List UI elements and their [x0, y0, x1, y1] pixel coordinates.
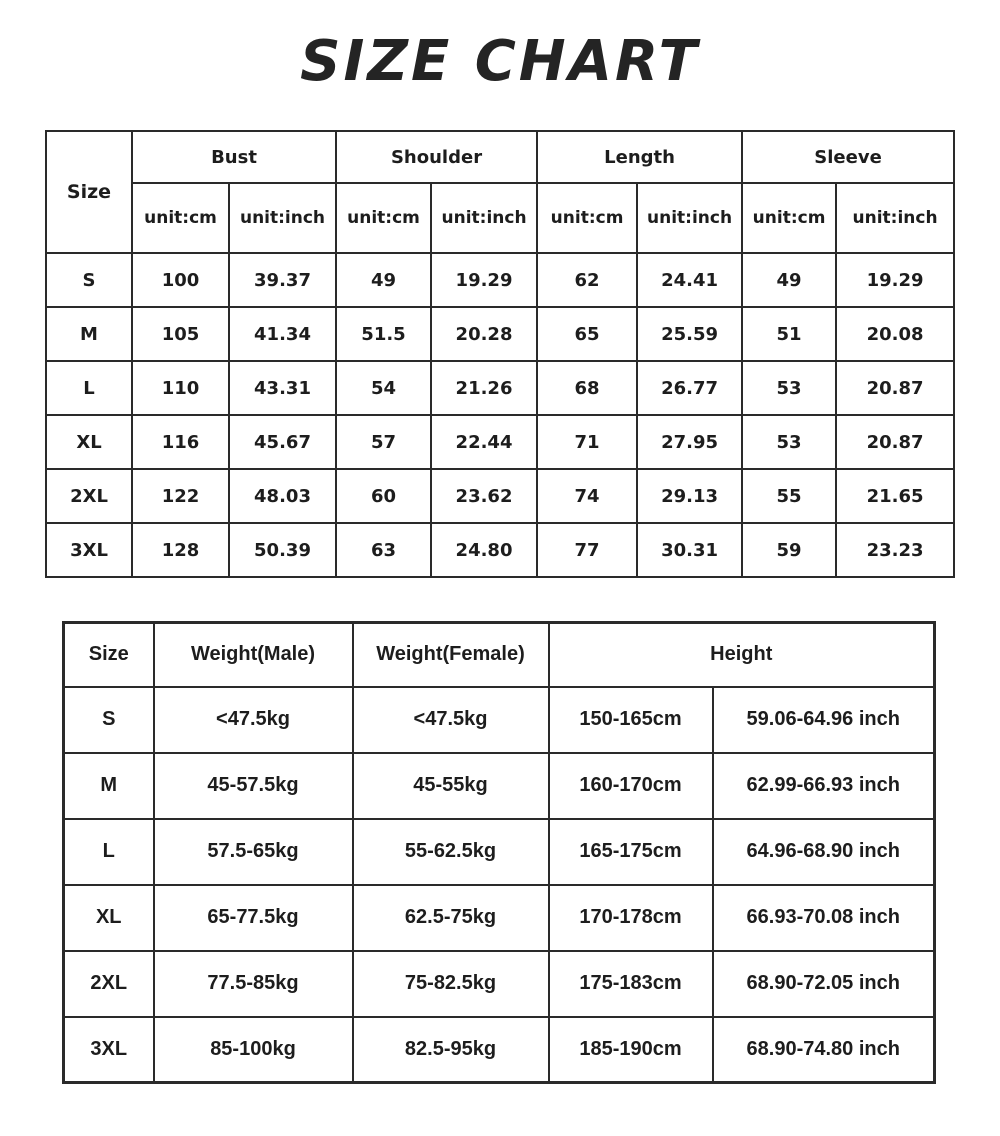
value-cell: 23.62 [431, 469, 537, 523]
garment-measurements-table [45, 130, 955, 578]
value-cell: 39.37 [229, 253, 336, 307]
value-cell: 20.87 [836, 361, 954, 415]
value-cell: 21.65 [836, 469, 954, 523]
value-cell: <47.5kg [353, 687, 549, 753]
value-cell: 29.13 [637, 469, 742, 523]
value-cell: 50.39 [229, 523, 336, 577]
value-cell: 26.77 [637, 361, 742, 415]
value-cell: 59.06-64.96 inch [713, 687, 935, 753]
table-row [64, 951, 935, 1017]
value-cell: 57 [336, 415, 431, 469]
table-row [64, 687, 935, 753]
value-cell: 110 [132, 361, 229, 415]
size-label: S [64, 687, 154, 753]
weight-female-column-header: Weight(Female) [353, 623, 549, 687]
value-cell: 74 [537, 469, 637, 523]
size-label: M [46, 307, 132, 361]
value-cell: 57.5-65kg [154, 819, 353, 885]
value-cell: 45.67 [229, 415, 336, 469]
value-cell: <47.5kg [154, 687, 353, 753]
value-cell: 116 [132, 415, 229, 469]
unit-cm-header: unit:cm [537, 183, 637, 253]
size-chart-page [0, 26, 1000, 1084]
table-row [46, 361, 954, 415]
value-cell: 68 [537, 361, 637, 415]
value-cell: 21.26 [431, 361, 537, 415]
value-cell: 122 [132, 469, 229, 523]
value-cell: 128 [132, 523, 229, 577]
value-cell: 22.44 [431, 415, 537, 469]
value-cell: 24.41 [637, 253, 742, 307]
size-label: 2XL [64, 951, 154, 1017]
value-cell: 59 [742, 523, 836, 577]
value-cell: 150-165cm [549, 687, 713, 753]
unit-inch-header: unit:inch [836, 183, 954, 253]
value-cell: 19.29 [431, 253, 537, 307]
table-row [64, 885, 935, 951]
size-label: 3XL [46, 523, 132, 577]
value-cell: 43.31 [229, 361, 336, 415]
table-row [46, 415, 954, 469]
unit-cm-header: unit:cm [132, 183, 229, 253]
value-cell: 53 [742, 415, 836, 469]
table-row [46, 307, 954, 361]
value-cell: 185-190cm [549, 1017, 713, 1083]
value-cell: 48.03 [229, 469, 336, 523]
value-cell: 51 [742, 307, 836, 361]
size-column-header: Size [64, 623, 154, 687]
value-cell: 75-82.5kg [353, 951, 549, 1017]
value-cell: 23.23 [836, 523, 954, 577]
value-cell: 55-62.5kg [353, 819, 549, 885]
value-cell: 25.59 [637, 307, 742, 361]
length-group-header: Length [537, 131, 742, 183]
value-cell: 175-183cm [549, 951, 713, 1017]
value-cell: 77.5-85kg [154, 951, 353, 1017]
value-cell: 68.90-74.80 inch [713, 1017, 935, 1083]
value-cell: 64.96-68.90 inch [713, 819, 935, 885]
value-cell: 20.28 [431, 307, 537, 361]
value-cell: 30.31 [637, 523, 742, 577]
value-cell: 54 [336, 361, 431, 415]
size-column-header: Size [46, 131, 132, 253]
value-cell: 68.90-72.05 inch [713, 951, 935, 1017]
size-label: L [64, 819, 154, 885]
table-row [46, 253, 954, 307]
unit-cm-header: unit:cm [742, 183, 836, 253]
size-label: XL [46, 415, 132, 469]
unit-inch-header: unit:inch [637, 183, 742, 253]
bust-group-header: Bust [132, 131, 336, 183]
table-row [64, 753, 935, 819]
value-cell: 170-178cm [549, 885, 713, 951]
value-cell: 71 [537, 415, 637, 469]
value-cell: 77 [537, 523, 637, 577]
value-cell: 62.99-66.93 inch [713, 753, 935, 819]
shoulder-group-header: Shoulder [336, 131, 537, 183]
value-cell: 20.08 [836, 307, 954, 361]
page-title: SIZE CHART [300, 29, 700, 94]
value-cell: 105 [132, 307, 229, 361]
sleeve-group-header: Sleeve [742, 131, 954, 183]
value-cell: 66.93-70.08 inch [713, 885, 935, 951]
value-cell: 62.5-75kg [353, 885, 549, 951]
size-label: 3XL [64, 1017, 154, 1083]
value-cell: 24.80 [431, 523, 537, 577]
weight-male-column-header: Weight(Male) [154, 623, 353, 687]
height-group-header: Height [549, 623, 935, 687]
value-cell: 65 [537, 307, 637, 361]
unit-header-row [46, 183, 954, 253]
size-label: M [64, 753, 154, 819]
value-cell: 27.95 [637, 415, 742, 469]
table-row [64, 819, 935, 885]
value-cell: 82.5-95kg [353, 1017, 549, 1083]
value-cell: 51.5 [336, 307, 431, 361]
value-cell: 65-77.5kg [154, 885, 353, 951]
value-cell: 19.29 [836, 253, 954, 307]
header-row [64, 623, 935, 687]
value-cell: 63 [336, 523, 431, 577]
value-cell: 55 [742, 469, 836, 523]
unit-cm-header: unit:cm [336, 183, 431, 253]
value-cell: 165-175cm [549, 819, 713, 885]
size-label: 2XL [46, 469, 132, 523]
value-cell: 45-55kg [353, 753, 549, 819]
size-label: L [46, 361, 132, 415]
value-cell: 53 [742, 361, 836, 415]
table-row [64, 1017, 935, 1083]
group-header-row [46, 131, 954, 183]
unit-inch-header: unit:inch [431, 183, 537, 253]
unit-inch-header: unit:inch [229, 183, 336, 253]
value-cell: 49 [336, 253, 431, 307]
value-cell: 49 [742, 253, 836, 307]
value-cell: 41.34 [229, 307, 336, 361]
value-cell: 85-100kg [154, 1017, 353, 1083]
value-cell: 45-57.5kg [154, 753, 353, 819]
value-cell: 60 [336, 469, 431, 523]
table-row [46, 523, 954, 577]
value-cell: 62 [537, 253, 637, 307]
value-cell: 20.87 [836, 415, 954, 469]
size-label: S [46, 253, 132, 307]
value-cell: 100 [132, 253, 229, 307]
table-row [46, 469, 954, 523]
value-cell: 160-170cm [549, 753, 713, 819]
body-measurements-table [62, 621, 936, 1084]
size-label: XL [64, 885, 154, 951]
